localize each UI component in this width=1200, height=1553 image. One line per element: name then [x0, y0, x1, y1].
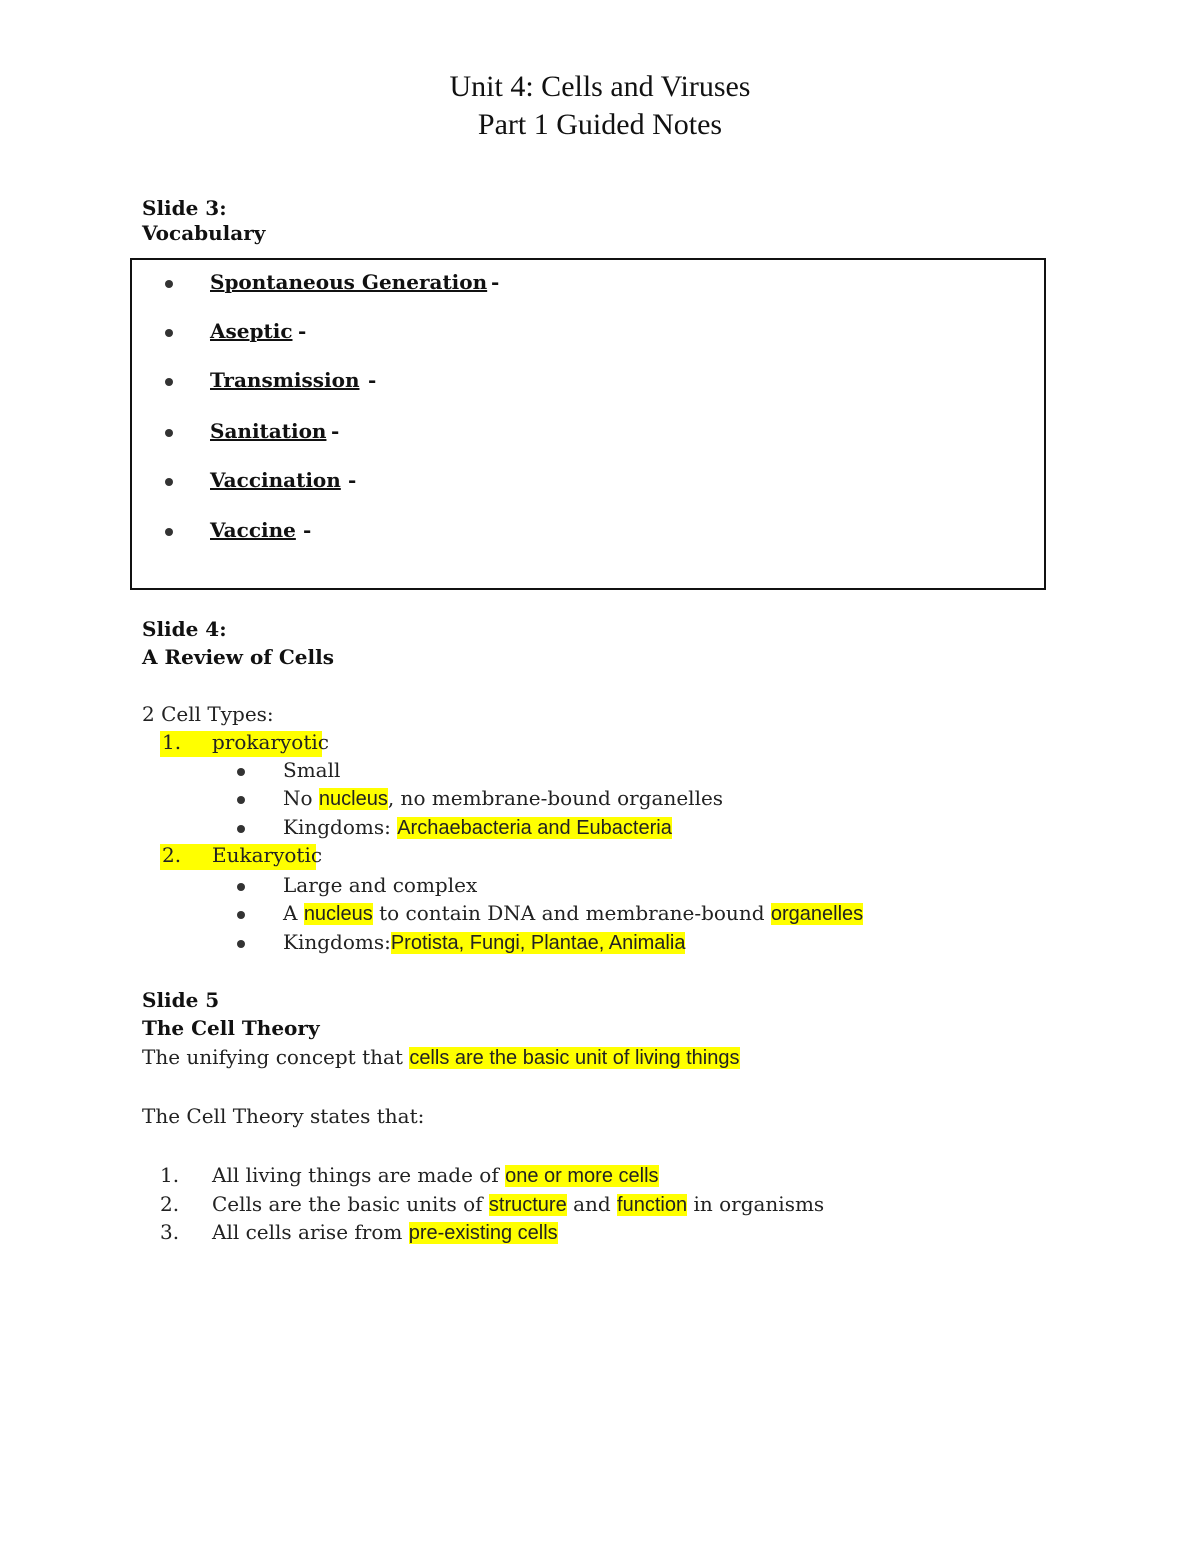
bullet-icon	[237, 940, 245, 948]
highlight-text: cells are the basic unit of living things	[409, 1047, 740, 1069]
text-segment: All living things are made of	[212, 1163, 506, 1187]
bullet-text: Large and complex	[283, 873, 478, 897]
vocab-term: Vaccine	[210, 518, 296, 542]
slide5-subheading: The Cell Theory	[142, 1016, 320, 1040]
vocab-dash: -	[303, 518, 312, 542]
bullet-icon	[237, 883, 245, 891]
cell-type-name: Eukaryotic	[212, 843, 323, 867]
cell-theory-point	[212, 1163, 659, 1188]
bullet-icon	[165, 528, 173, 536]
cell-type-name: prokaryotic	[212, 730, 329, 754]
highlight-text: pre-existing cells	[408, 1222, 558, 1244]
bullet-text: Small	[283, 758, 341, 782]
document-title: Unit 4: Cells and Viruses	[449, 70, 751, 103]
text-segment: in organisms	[687, 1192, 825, 1216]
highlight-text: Protista, Fungi, Plantae, Animalia	[390, 932, 686, 954]
list-number: 2.	[162, 843, 182, 867]
vocab-dash: -	[491, 270, 500, 294]
highlight-text: one or more cells	[505, 1165, 659, 1187]
highlight-text: function	[617, 1194, 688, 1216]
vocab-dash: -	[298, 319, 307, 343]
bullet-icon	[165, 378, 173, 386]
list-number: 2.	[160, 1192, 180, 1216]
vocab-dash: -	[348, 468, 357, 492]
vocab-dash: -	[368, 368, 377, 392]
text-segment: A	[283, 901, 304, 925]
bullet-text	[283, 786, 723, 811]
vocab-term: Vaccination	[210, 468, 341, 492]
highlight-text: nucleus	[318, 788, 388, 810]
list-number: 1.	[162, 730, 182, 754]
text-segment: and	[566, 1192, 618, 1216]
list-number: 3.	[160, 1220, 180, 1244]
text-segment: The unifying concept that	[142, 1045, 410, 1069]
highlight-text: structure	[488, 1194, 567, 1216]
bullet-icon	[237, 768, 245, 776]
cell-theory-concept	[142, 1045, 740, 1070]
bullet-icon	[165, 329, 173, 337]
bullet-icon	[237, 911, 245, 919]
bullet-text	[283, 901, 863, 926]
bullet-icon	[165, 280, 173, 288]
bullet-text	[283, 930, 685, 955]
bullet-icon	[165, 478, 173, 486]
vocab-term: Aseptic	[210, 319, 293, 343]
vocab-dash: -	[331, 419, 340, 443]
text-segment: Kingdoms:	[283, 815, 398, 839]
bullet-icon	[237, 825, 245, 833]
cell-theory-point	[212, 1192, 824, 1217]
document-subtitle: Part 1 Guided Notes	[477, 108, 723, 141]
highlight-text: organelles	[770, 903, 864, 925]
text-segment: , no membrane-bound organelles	[387, 786, 724, 810]
text-segment: Kingdoms:	[283, 930, 391, 954]
slide5-heading: Slide 5	[142, 988, 220, 1012]
text-segment: No	[283, 786, 319, 810]
slide4-subheading: A Review of Cells	[142, 645, 334, 669]
text-segment: to contain DNA and membrane-bound	[372, 901, 771, 925]
slide3-subheading: Vocabulary	[142, 221, 266, 245]
highlight-text: nucleus	[303, 903, 373, 925]
bullet-icon	[237, 796, 245, 804]
bullet-icon	[165, 429, 173, 437]
vocab-term: Transmission	[210, 368, 360, 392]
highlight-text: Archaebacteria and Eubacteria	[397, 817, 672, 839]
text-segment: All cells arise from	[212, 1220, 409, 1244]
slide4-heading: Slide 4:	[142, 617, 227, 641]
cell-theory-states: The Cell Theory states that:	[142, 1104, 425, 1128]
cell-types-intro: 2 Cell Types:	[142, 702, 274, 726]
cell-theory-point	[212, 1220, 558, 1245]
list-number: 1.	[160, 1163, 180, 1187]
vocab-term: Spontaneous Generation	[210, 270, 488, 294]
slide3-heading: Slide 3:	[142, 196, 227, 220]
bullet-text	[283, 815, 672, 840]
vocab-term: Sanitation	[210, 419, 327, 443]
text-segment: Cells are the basic units of	[212, 1192, 489, 1216]
